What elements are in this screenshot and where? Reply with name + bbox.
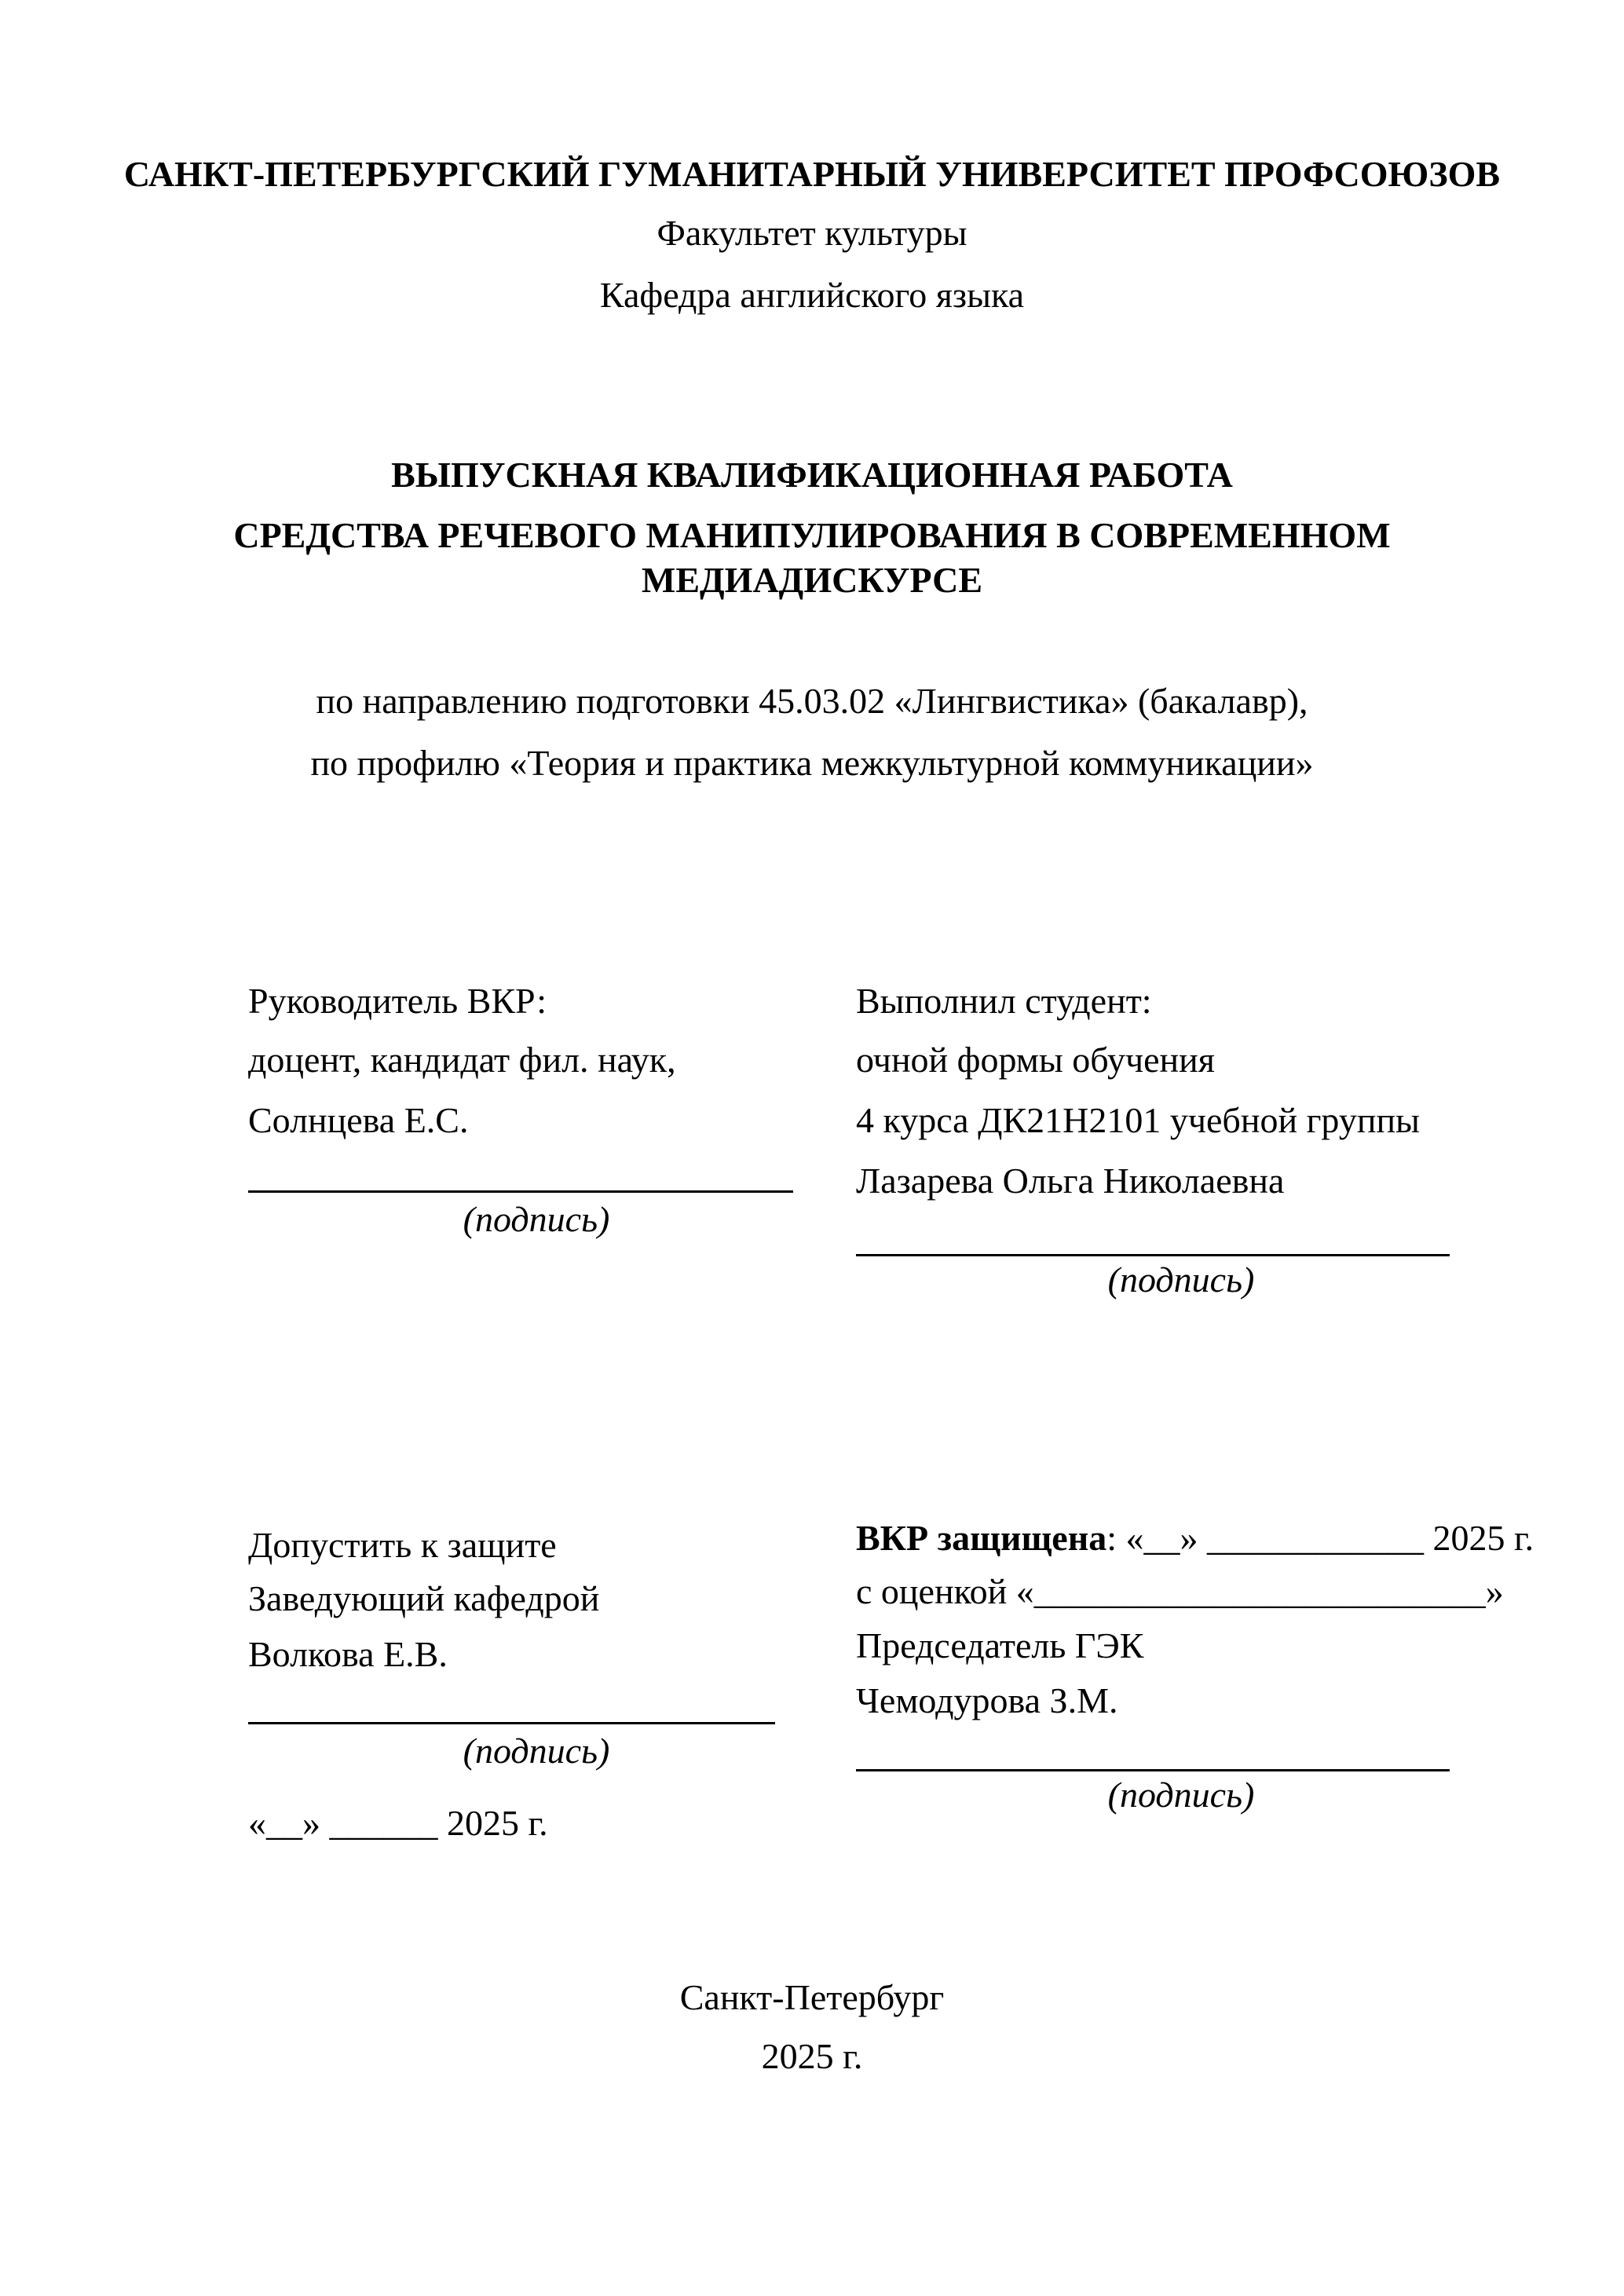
supervisor-name: Солнцева Е.С. [248, 1100, 469, 1140]
admission-position: Заведующий кафедрой [248, 1578, 600, 1618]
defense-date: : «__» ____________ 2025 г. [1106, 1518, 1534, 1558]
city: Санкт-Петербург [679, 1977, 945, 2017]
student-group: 4 курса ДК21Н2101 учебной группы [856, 1100, 1420, 1140]
topic-line-2: МЕДИАДИСКУРСЕ [641, 560, 983, 600]
chair-position: Председатель ГЭК [856, 1625, 1144, 1665]
defense-status [856, 1516, 1534, 1560]
chair-signature-line [856, 1769, 1450, 1771]
faculty: Факультет культуры [657, 213, 967, 253]
admission-signature-caption: (подпись) [463, 1731, 610, 1771]
student-form: очной формы обучения [856, 1040, 1215, 1080]
defense-grade: с оценкой «_________________________» [856, 1571, 1504, 1611]
university-name: САНКТ-ПЕТЕРБУРГСКИЙ ГУМАНИТАРНЫЙ УНИВЕРСИТЕТ ПРОФСОЮЗОВ [123, 154, 1501, 194]
student-signature-caption: (подпись) [1107, 1260, 1255, 1300]
student-signature-line [856, 1254, 1450, 1256]
admission-label: Допустить к защите [248, 1525, 557, 1565]
admission-name: Волкова Е.В. [248, 1634, 448, 1674]
supervisor-label: Руководитель ВКР: [248, 981, 547, 1021]
supervisor-signature-line [248, 1190, 793, 1193]
student-name: Лазарева Ольга Николаевна [856, 1161, 1285, 1201]
defense-label: ВКР защищена [856, 1518, 1107, 1558]
admission-signature-line [248, 1722, 775, 1724]
chair-signature-caption: (подпись) [1107, 1775, 1255, 1815]
chair-name: Чемодурова З.М. [856, 1680, 1118, 1720]
year: 2025 г. [761, 2036, 863, 2076]
supervisor-position: доцент, кандидат фил. наук, [248, 1040, 676, 1080]
supervisor-signature-caption: (подпись) [463, 1199, 610, 1239]
topic-line-1: СРЕДСТВА РЕЧЕВОГО МАНИПУЛИРОВАНИЯ В СОВРЕМЕННОМ [233, 515, 1391, 555]
direction-line-2: по профилю «Теория и практика межкультурной коммуникации» [310, 743, 1314, 783]
direction-line-1: по направлению подготовки 45.03.02 «Лингвистика» (бакалавр), [316, 681, 1308, 721]
department: Кафедра английского языка [599, 275, 1025, 315]
student-label: Выполнил студент: [856, 981, 1152, 1021]
work-type: ВЫПУСКНАЯ КВАЛИФИКАЦИОННАЯ РАБОТА [391, 455, 1233, 495]
admission-date: «__» ______ 2025 г. [248, 1803, 548, 1843]
